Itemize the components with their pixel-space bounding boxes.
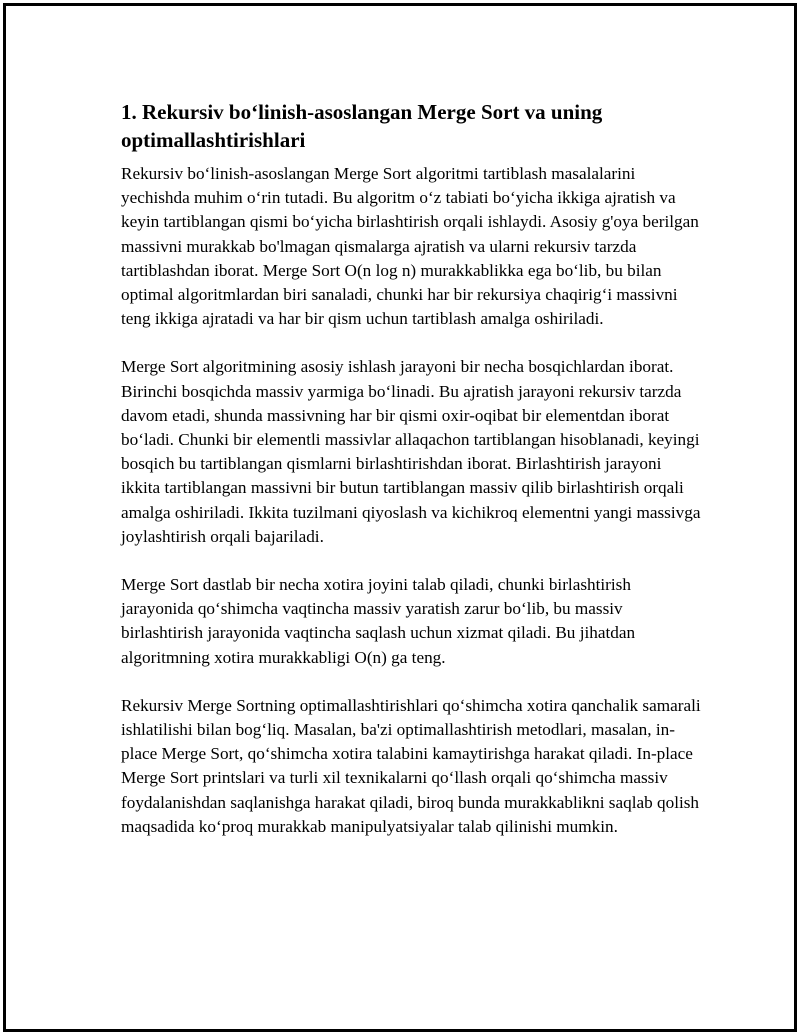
paragraph-4: Rekursiv Merge Sortning optimallashtirishlari qo‘shimcha xotira qanchalik samarali ishlatilishi bilan bog‘liq. Masalan, ba'zi optimallashtirish metodlari, masalan, in-place Merge Sort, qo‘shimcha xotira talabini kamaytirishga harakat qiladi. In-place Merge Sort printslari va turli xil texnikalarni qo‘llash orqali qo‘shimcha massiv foydalanishdan saqlanishga harakat qiladi, biroq bunda murakkablikni saqlab qolish maqsadida ko‘proq murakkab manipulyatsiyalar talab qilinishi mumkin. [121, 695, 701, 836]
section-heading: 1. Rekursiv bo‘linish-asoslangan Merge Sort va uning optimallashtirishlari [121, 100, 603, 152]
paragraph-1: Rekursiv bo‘linish-asoslangan Merge Sort algoritmi tartiblash masalalarini yechishda muhim o‘rin tutadi. Bu algoritm o‘z tabiati bo‘yicha ikkiga ajratish va keyin tartiblangan qismi bo‘yicha birlashtirish orqali ishlaydi. Asosiy g'oya berilgan massivni murakkab bo'lmagan qismalarga ajratish va ularni rekursiv tarzda tartiblashdan iborat. Merge Sort O(n log n) murakkablikka ega bo‘lib, bu bilan optimal algoritmlardan biri sanaladi, chunki har bir rekursiya chaqirig‘i massivni teng ikkiga ajratadi va har bir qism uchun tartiblash amalga oshiriladi. [121, 164, 699, 329]
document-body [121, 98, 701, 863]
paragraph-2: Merge Sort algoritmining asosiy ishlash jarayoni bir necha bosqichlardan iborat. Birinchi bosqichda massiv yarmiga bo‘linadi. Bu ajratish jarayoni rekursiv tarzda davom etadi, shunda massivning har bir qismi oxir-oqibat bir elementdan iborat bo‘ladi. Chunki bir elementli massivlar allaqachon tartiblangan hisoblanadi, keyingi bosqich bu tartiblangan qismlarni birlashtirishdan iborat. Birlashtirish jarayoni ikkita tartiblangan massivni bir butun tartiblangan massiv qilib birlashtirish orqali amalga oshiriladi. Ikkita tuzilmani qiyoslash va kichikroq elementni yangi massivga joylashtirish orqali bajariladi. [121, 357, 701, 546]
page-frame [3, 3, 797, 1032]
paragraph-3: Merge Sort dastlab bir necha xotira joyini talab qiladi, chunki birlashtirish jarayonida qo‘shimcha vaqtincha massiv yaratish zarur bo‘lib, bu massiv birlashtirish jarayonida vaqtincha saqlash uchun xizmat qiladi. Bu jihatdan algoritmning xotira murakkabligi O(n) ga teng. [121, 575, 636, 667]
